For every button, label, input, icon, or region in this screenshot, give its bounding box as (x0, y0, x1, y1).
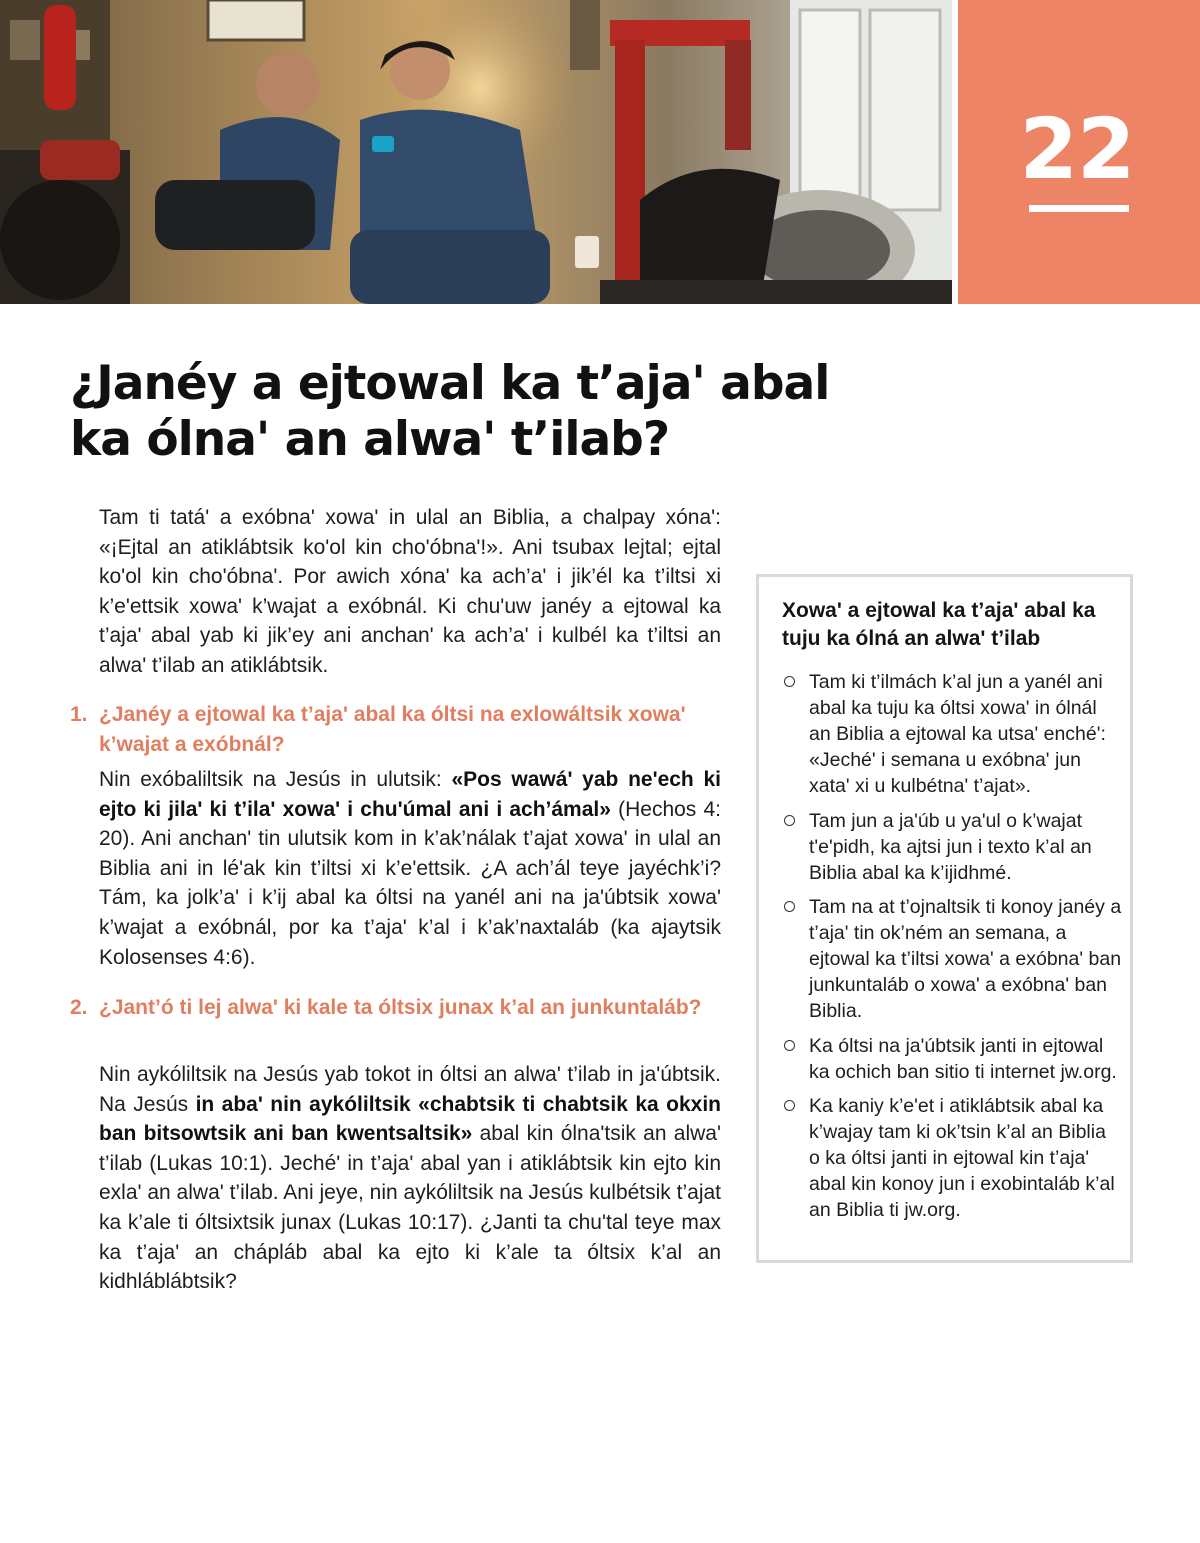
question-1-number: 1. (70, 703, 88, 726)
sidebar-item (782, 1093, 1122, 1223)
sidebar-item (782, 894, 1122, 1024)
answer-2-paragraph (99, 1060, 721, 1297)
garage-scene-illustration (0, 0, 952, 304)
circle-bullet-icon (784, 901, 795, 912)
title-line-1: ¿Janéy a ejtowal ka t’aja' abal (70, 356, 830, 411)
sidebar-title: Xowa' a ejtowal ka t’aja' abal ka tuju ka ólná an alwa' t’ilab (782, 599, 1096, 650)
sidebar-item-text: Tam ki t’ilmách k’al jun a yanél ani abal ka tuju ka óltsi xowa' in ólnál an Biblia a ejtowal ka utsa' enché': «Jeché' i semana u exóbna' jun xata' xi u kulbétna' t’ajat». (809, 671, 1106, 797)
page-title (70, 356, 930, 468)
sidebar-item-text: Tam na at t’ojnaltsik ti konoy janéy a t’aja' tin ok’ném an semana, a ejtowal ka t’iltsi xowa' a exóbna' ban junkuntaláb o xowa' a exóbna' ban Biblia. (809, 896, 1122, 1022)
circle-bullet-icon (784, 1100, 795, 1111)
chapter-underline (1029, 205, 1129, 212)
sidebar-item-text: Ka óltsi na ja'úbtsik janti in ejtowal ka ochich ban sitio ti internet jw.org. (809, 1034, 1117, 1083)
tips-sidebar (756, 574, 1133, 1263)
answer-2-emphasis: in aba' nin aykóliltsik «chabtsik ti chabtsik ka okxin ban bitsowtsik ani ban kwentsaltsik» (99, 1092, 721, 1146)
answer-1-block (99, 765, 721, 972)
question-2 (70, 993, 721, 1023)
circle-bullet-icon (784, 1040, 795, 1051)
sidebar-item (782, 1033, 1122, 1085)
header-photo (0, 0, 952, 304)
chapter-number: 22 (1019, 100, 1135, 198)
sidebar-item-text: Ka kaniy k’e'et i atiklábtsik abal ka k’wajay tam ki ok’tsin k’al an Biblia o ka óltsi janti in ejtowal kin t’aja' abal kin konoy jun i exobintaláb k’al an Biblia ti jw.org. (809, 1095, 1115, 1221)
answer-1-body: (Hechos 4: 20). Ani anchan' tin ulutsik kom in k’ak’nálak t’ajat xowa' in ulal an Biblia ani in lé'ak kin t’iltsi xi k’e'ettsik. ¿A ach’ál teye jayéchk’i? Tám, ka jolk’a' i k’ij abal ka óltsi na yanél ani na ja'úbtsik xowa' k’wajat a exóbnál, por ka t’aja' k’al i k’ak’naxtaláb (ka ajaytsik Kolosenses 4:6). (99, 797, 721, 969)
question-2-number: 2. (70, 996, 88, 1019)
sidebar-item (782, 808, 1122, 886)
answer-1-quote: «Pos wawá' yab ne'ech ki ejto ki jila' ki t’ila' xowa' i chu'úmal ani i ach’ámal» (99, 768, 721, 821)
chapter-number-box (958, 0, 1200, 304)
answer-2-body: abal kin ólna'tsik an alwa' t’ilab (Lukas 10:1). Jeché' in t’aja' abal yan i atiklábtsik kin ejto kin exla' an alwa' t’ilab. Ani jeye, nin aykóliltsik na Jesús kulbétsik t’ajat ka k’ale ti óltsixtsik junax (Lukas 10:17). ¿Janti ta chu'tal teye max ka t’aja' an chápláb abal ka ejto ki k’ale ta óltsix k’al an kidhláblábtsik? (99, 1122, 722, 1294)
question-1-text: ¿Janéy a ejtowal ka t’aja' abal ka óltsi na exlowáltsik xowa' k’wajat a exóbnál? (99, 703, 686, 756)
title-line-2: ka ólna' an alwa' t’ilab? (70, 412, 670, 467)
intro-paragraph: Tam ti tatá' a exóbna' xowa' in ulal an Biblia, a chalpay xóna': «¡Ejtal an atiklábtsik ko'ol kin cho'óbna'!». Ani tsubax lejtal; ejtal ko'ol kin cho'óbna'. Por awich xóna' ka ach’a' i jik’él ka t’iltsi xi k’e'ettsik xowa' k’wajat a exóbnál. Ki chu'uw janéy a ejtowal ka t’aja' abal yab ki jik’ey ani anchan' ka ach’a' i kulbél ka t’iltsi an alwa' t’ilab an atiklábtsik. (99, 506, 721, 677)
answer-2-block (99, 1060, 721, 1297)
question-2-text: ¿Jant’ó ti lej alwa' ki kale ta óltsix junax k’al an junkuntaláb? (99, 996, 702, 1019)
sidebar-list (782, 669, 1122, 1232)
answer-1-intro: Nin exóbaliltsik na Jesús in ulutsik: (99, 768, 452, 791)
intro-paragraph-block (99, 503, 721, 681)
answer-2-intro: Nin aykóliltsik na Jesús yab tokot in óltsi an alwa' t’ilab in ja'úbtsik. Na Jesús (99, 1063, 721, 1116)
answer-1-paragraph (99, 765, 721, 972)
circle-bullet-icon (784, 815, 795, 826)
sidebar-item-text: Tam jun a ja'úb u ya'ul o k’wajat t'e'pidh, ka ajtsi jun i texto k’al an Biblia abal ka k’ijidhmé. (809, 809, 1092, 884)
sidebar-item (782, 669, 1122, 799)
circle-bullet-icon (784, 676, 795, 687)
question-1 (70, 700, 721, 759)
